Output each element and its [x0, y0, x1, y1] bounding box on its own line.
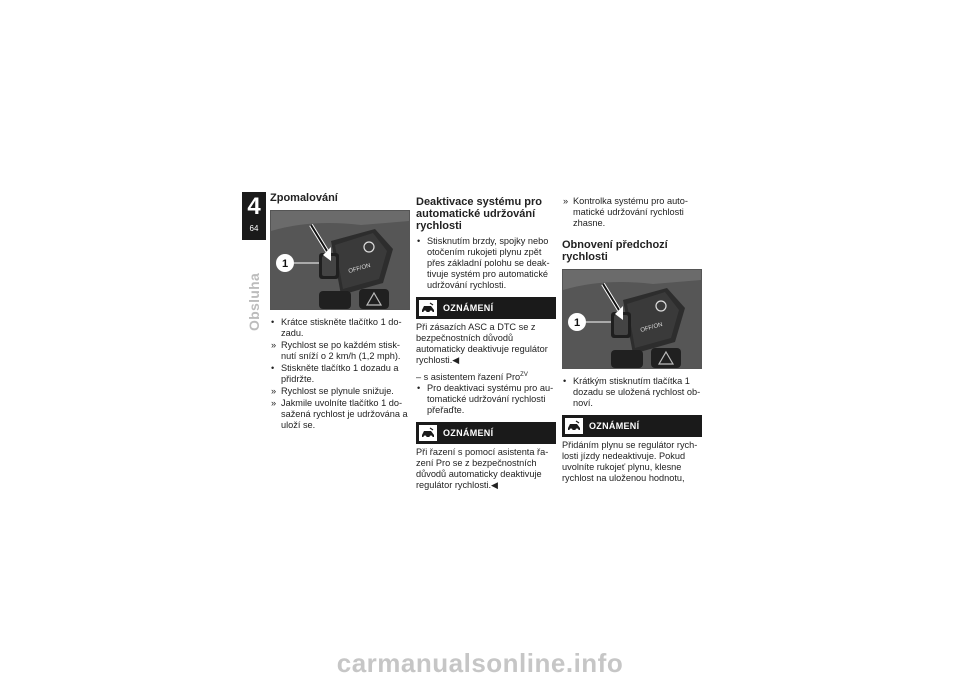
- list-item: • Stisknutím brzdy, spojky nebo otočením rukojeti plynu zpět přes základní polohu se deak-tivuje systém pro automatické udržování rychlosti.: [417, 236, 550, 290]
- column-deactivation: [416, 196, 556, 495]
- notice-label: OZNÁMENÍ: [443, 302, 494, 313]
- steps-list-deactivation: [416, 236, 556, 291]
- section-title-resume: Obnovení předchozí rychlosti: [562, 239, 668, 263]
- list-item: • Krátkým stisknutím tlačítka 1 dozadu se uložená rychlost ob-noví.: [563, 376, 701, 408]
- steps-list-decelerate: [270, 317, 410, 431]
- chapter-number: 4: [247, 193, 261, 220]
- notice-text: Při řazení s pomocí asistenta řa-zení Pro se z bezpečnostních důvodů automaticky deaktivuje regulátor rychlosti.◀: [416, 447, 549, 491]
- notice-car-icon: [419, 300, 437, 316]
- steps-list-shift: [416, 383, 556, 416]
- callout-1: 1: [573, 317, 581, 329]
- watermark: carmanualsonline.info: [336, 648, 624, 678]
- list-item: • Pro deaktivaci systému pro au-tomatické udržování rychlosti přeřaďte.: [417, 383, 554, 416]
- notice-banner: [416, 297, 556, 319]
- section-title-deactivation: Deaktivace systému pro automatické udržování rychlosti: [416, 196, 542, 232]
- notice-car-icon: [565, 418, 583, 434]
- list-item: » Rychlost se plynule snižuje.: [271, 386, 394, 396]
- notice-label: OZNÁMENÍ: [589, 420, 640, 431]
- column-resume: [562, 196, 702, 488]
- notice-text: Při zásazích ASC a DTC se z bezpečnostních důvodů automaticky deaktivuje regulátor rychlosti.◀: [416, 322, 548, 365]
- handlebar-switch-photo: [270, 210, 410, 310]
- optional-equipment-line: – s asistentem řazení Pro$^{ZV}$: [416, 372, 528, 383]
- notice-label: OZNÁMENÍ: [443, 427, 494, 438]
- page-number: 64: [249, 224, 259, 233]
- column-decelerate: [270, 192, 410, 432]
- side-label-text: Obsluha: [246, 272, 262, 332]
- handlebar-switch-photo: [562, 269, 702, 369]
- list-item: » Rychlost se po každém stisk-nutí sníží o 2 km/h (1,2 mph).: [271, 340, 401, 361]
- chapter-tab: [242, 192, 266, 240]
- notice-car-icon: [419, 425, 437, 441]
- section-title-decelerate: Zpomalování: [270, 192, 338, 204]
- notice-banner: [562, 415, 702, 437]
- switch-label-2: OFF/ON: [639, 321, 664, 334]
- notice-text: Přidáním plynu se regulátor rych-losti jízdy nedeaktivuje. Pokud uvolníte rukojeť plynu, klesne rychlost na uloženou hodnotu,: [562, 440, 698, 483]
- steps-list-indicator: [562, 196, 702, 229]
- side-label: [241, 268, 267, 336]
- list-item: » Jakmile uvolníte tlačítko 1 do-sažená rychlost je udržována a uloží se.: [271, 398, 408, 430]
- switch-label-1: OFF/ON: [347, 262, 372, 275]
- notice-banner: [416, 422, 556, 444]
- list-item: • Stiskněte tlačítko 1 dozadu a přidržte.: [271, 363, 399, 384]
- list-item: • Krátce stiskněte tlačítko 1 do-zadu.: [271, 317, 402, 338]
- list-item: » Kontrolka systému pro auto-matické udržování rychlosti zhasne.: [563, 196, 688, 228]
- callout-1: 1: [281, 258, 289, 270]
- steps-list-resume: [562, 376, 702, 409]
